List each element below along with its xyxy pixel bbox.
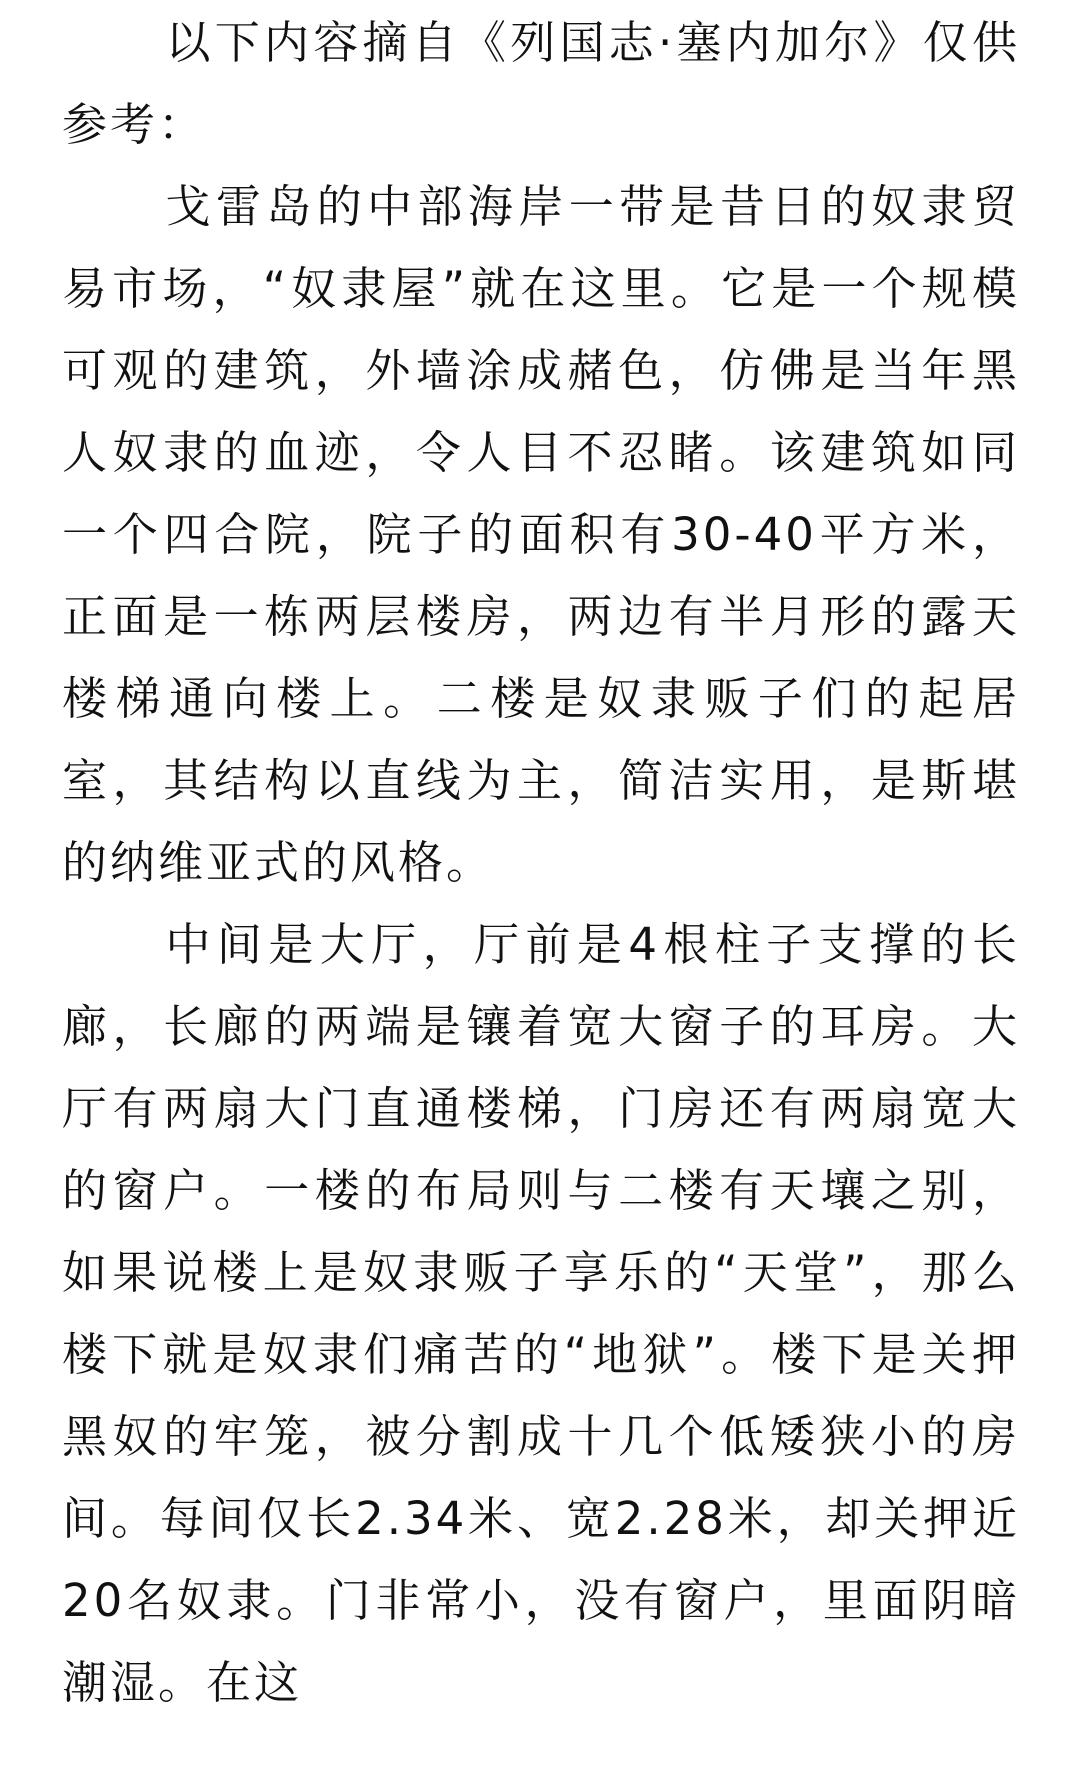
paragraph-upper-floor: 戈雷岛的中部海岸一带是昔日的奴隶贸易市场，“奴隶屋”就在这里。它是一个规模可观的建筑，外墙涂成赭色，仿佛是当年黑人奴隶的血迹，令人目不忍睹。该建筑如同一个四合院，院子的面积有30-40平方米，正面是一栋两层楼房，两边有半月形的露天楼梯通向楼上。二楼是奴隶贩子们的起居室，其结构以直线为主，简洁实用，是斯堪的纳维亚式的风格。 [62, 180, 1020, 889]
article-body [62, 2, 1020, 1724]
intro-paragraph: 以下内容摘自《列国志·塞内加尔》仅供参考： [62, 16, 1020, 151]
paragraph-lower-floor: 中间是大厅，厅前是4根柱子支撑的长廊，长廊的两端是镶着宽大窗子的耳房。大厅有两扇大门直通楼梯，门房还有两扇宽大的窗户。一楼的布局则与二楼有天壤之别，如果说楼上是奴隶贩子享乐的“天堂”，那么楼下就是奴隶们痛苦的“地狱”。楼下是关押黑奴的牢笼，被分割成十几个低矮狭小的房间。每间仅长2.34米、宽2.28米，却关押近20名奴隶。门非常小，没有窗户，里面阴暗潮湿。在这 [62, 918, 1020, 1709]
